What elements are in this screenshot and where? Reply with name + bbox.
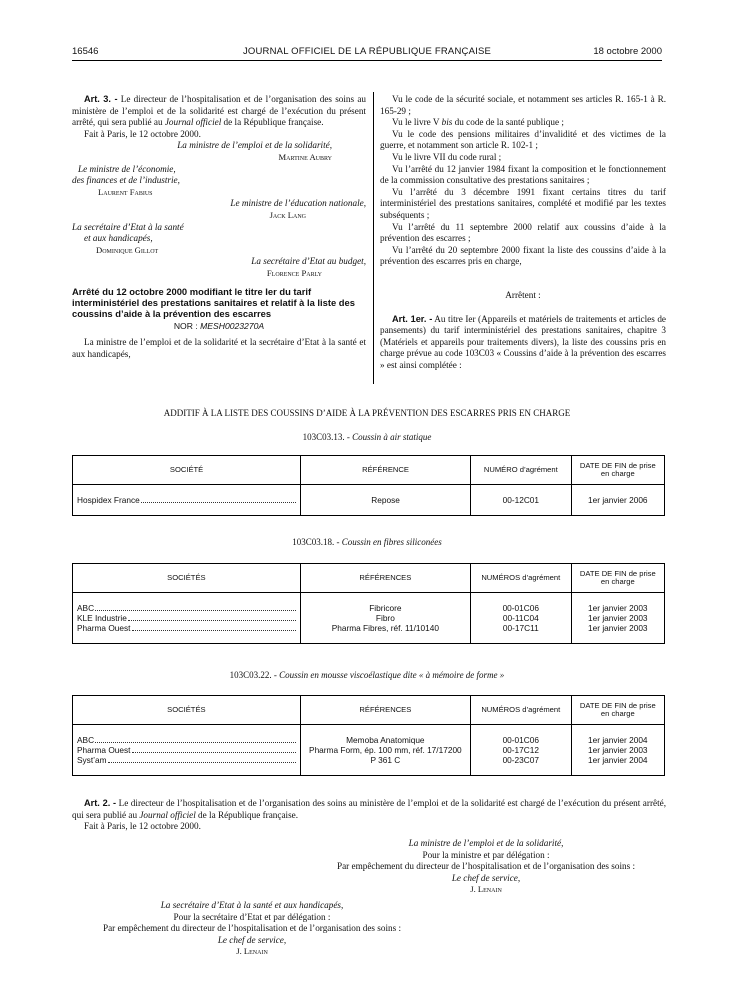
article-2-block xyxy=(72,798,666,833)
visa-2: Vu le livre V bis du code de la santé publique ; xyxy=(392,117,564,128)
visa-4: Vu le livre VII du code rural ; xyxy=(392,151,502,162)
signature-lang: Le ministre de l’éducation nationale, Jack Lang xyxy=(230,198,366,220)
signature-aubry: La ministre de l’emploi et de la solidarité, Martine Aubry xyxy=(177,140,332,162)
arretent: Arrêtent : xyxy=(505,289,541,300)
col-header-societe: SOCIÉTÉS xyxy=(73,696,301,725)
header-rule xyxy=(72,60,662,61)
table-row: KLE Industrie Fibro 00-11C04 1er janvier 2003 xyxy=(73,613,665,623)
nor-reference: NOR : MESH0023270A xyxy=(173,320,265,331)
article-3: Art. 3. - Le directeur de l’hospitalisation et de l’organisation des soins au ministère de l’emploi et de la solidarité est chargé de l’exécution du présent arrêté, qui sera publié au Journal officiel de la République française. xyxy=(72,94,366,128)
table-row: ABC Memoba Anatomique 00-01C06 1er janvier 2004 xyxy=(73,735,665,745)
table-3-caption: 103C03.22. - Coussin en mousse viscoélastique dite « à mémoire de forme » xyxy=(229,670,505,680)
col-header-numero: NUMÉROS d’agrément xyxy=(470,564,571,593)
col-header-reference: RÉFÉRENCES xyxy=(300,696,470,725)
journal-title: JOURNAL OFFICIEL DE LA RÉPUBLIQUE FRANÇAISE xyxy=(242,46,492,57)
signature-parly: La secrétaire d’Etat au budget, Florence Parly xyxy=(251,256,366,278)
fait-a-paris: Fait à Paris, le 12 octobre 2000. xyxy=(84,128,201,139)
article-1: Art. 1er. - Au titre Ier (Appareils et matériels de traitements et articles de pansements) du tarif interministériel des prestations sanitaires, chapitre 3 (Matériels et appareils pour traitements divers), la liste des coussins pris en charge prévue au code 103C03 « Coussins d’aide à la prévention des escarres » est ainsi complétée : xyxy=(380,313,667,370)
visa-8: Vu l’arrêté du 20 septembre 2000 fixant la liste des coussins d’aide à la prévention des escarres pris en charge, xyxy=(380,244,666,267)
table-row: Pharma Ouest Pharma Form, ép. 100 mm, réf. 17/17200 00-17C12 1er janvier 2003 xyxy=(73,745,665,755)
table-1 xyxy=(72,455,665,516)
article-2: Art. 2. - Le directeur de l’hospitalisation et de l’organisation des soins au ministère de l’emploi et de la solidarité est chargé de l’exécution du présent arrêté, qui sera publié au Journal officiel de la République française. xyxy=(72,798,667,820)
issue-date: 18 octobre 2000 xyxy=(593,46,662,57)
arrete-title: Arrêté du 12 octobre 2000 modifiant le titre Ier du tarif interministériel des prestations sanitaires et relatif à la liste des coussins d’aide à la prévention des escarres xyxy=(72,285,355,319)
arrete-intro: La ministre de l’emploi et de la solidarité et la secrétaire d’Etat à la santé et aux handicapés, xyxy=(72,337,366,359)
visa-7: Vu l’arrêté du 11 septembre 2000 relatif aux coussins d’aide à la prévention des escarres ; xyxy=(380,221,666,244)
table-header-row xyxy=(73,564,665,593)
col-header-numero: NUMÉROS d’agrément xyxy=(470,696,571,725)
signature-fabius: Le ministre de l’économie, des finances et de l’industrie, Laurent Fabius xyxy=(72,163,180,197)
col-header-reference: RÉFÉRENCES xyxy=(300,564,470,593)
col-header-date: DATE DE FIN de prise en charge xyxy=(571,696,664,725)
column-divider xyxy=(373,92,374,384)
col-header-societe: SOCIÉTÉ xyxy=(73,456,301,485)
visa-5: Vu l’arrêté du 12 janvier 1984 fixant la composition et le fonctionnement de la commission consultative des prestations sanitaires ; xyxy=(380,163,666,186)
signature-block-ministre: La ministre de l’emploi et de la solidarité, Pour la ministre et par délégation : Par empêchement du directeur de l’hospitalisation et de l’organisation des soins : Le chef de service, J. Lenain xyxy=(336,838,636,895)
col-header-date: DATE DE FIN de prise en charge xyxy=(571,564,664,593)
table-row: Hospidex France Repose 00-12C01 1er janvier 2006 xyxy=(73,495,665,505)
table-row: ABC Fibricore 00-01C06 1er janvier 2003 xyxy=(73,603,665,613)
table-2 xyxy=(72,563,665,644)
right-column xyxy=(380,94,666,371)
table-header-row xyxy=(73,456,665,485)
visa-6: Vu l’arrêté du 3 décembre 1991 fixant certains titres du tarif interministériel des prestations sanitaires, complété et modifié par les textes subséquents ; xyxy=(380,186,666,220)
col-header-numero: NUMÉRO d’agrément xyxy=(471,456,572,485)
left-column xyxy=(72,94,366,360)
table-2-caption: 103C03.18. - Coussin en fibres siliconées xyxy=(292,537,442,547)
col-header-societe: SOCIÉTÉS xyxy=(73,564,301,593)
page-number: 16546 xyxy=(72,46,99,57)
table-row: Pharma Ouest Pharma Fibres, réf. 11/10140 00-17C11 1er janvier 2003 xyxy=(73,623,665,633)
fait-a-paris-2: Fait à Paris, le 12 octobre 2000. xyxy=(84,821,201,832)
signature-block-secretaire: La secrétaire d’Etat à la santé et aux handicapés, Pour la secrétaire d’Etat et par délégation : Par empêchement du directeur de l’hospitalisation et de l’organisation des soins : Le chef de service, J. Lenain xyxy=(102,900,402,957)
signature-gillot: La secrétaire d’Etat à la santé et aux handicapés, Dominique Gillot xyxy=(72,221,184,255)
visa-1: Vu le code de la sécurité sociale, et notamment ses articles R. 165-1 à R. 165-29 ; xyxy=(380,94,666,116)
table-header-row xyxy=(73,696,665,725)
col-header-reference: RÉFÉRENCE xyxy=(301,456,471,485)
col-header-date: DATE DE FIN de prise en charge xyxy=(571,456,664,485)
table-row: Syst’am P 361 C 00-23C07 1er janvier 2004 xyxy=(73,755,665,765)
additif-title: ADDITIF À LA LISTE DES COUSSINS D’AIDE À LA PRÉVENTION DES ESCARRES PRIS EN CHARGE xyxy=(163,408,571,418)
visa-3: Vu le code des pensions militaires d’invalidité et des victimes de la guerre, et notamment son article R. 102-1 ; xyxy=(380,128,666,151)
table-3 xyxy=(72,695,665,776)
table-1-caption: 103C03.13. - Coussin à air statique xyxy=(302,432,432,442)
page-header xyxy=(72,46,662,60)
